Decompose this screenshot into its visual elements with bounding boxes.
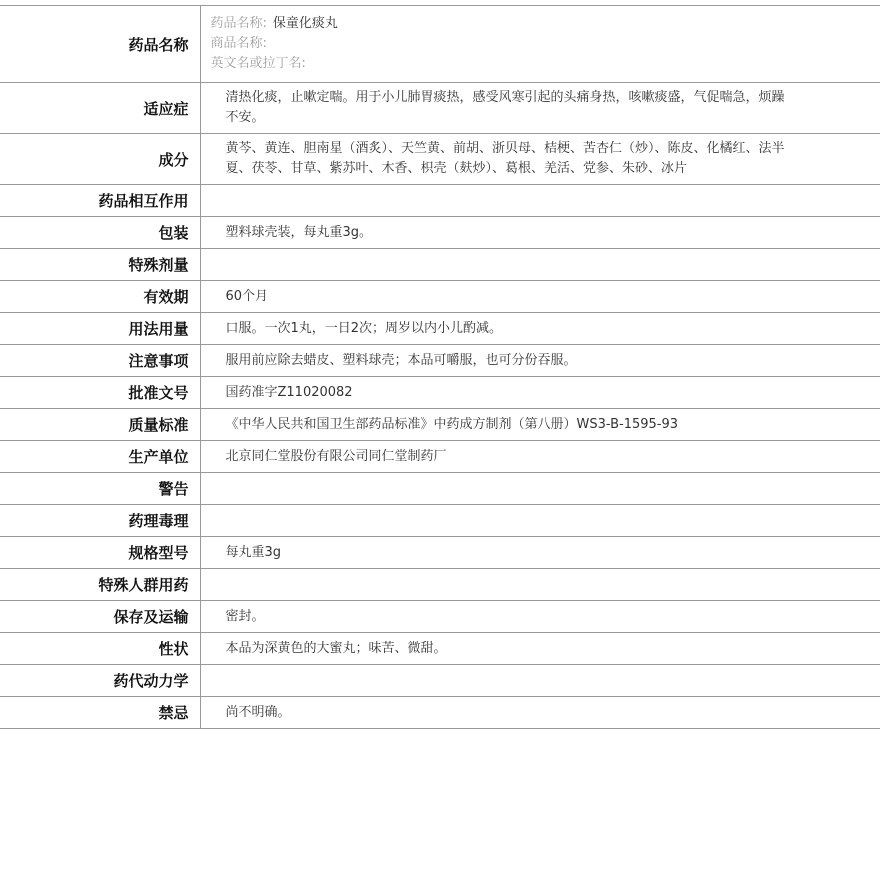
row-label-pharmacokinetics: 药代动力学 [0, 665, 200, 697]
row-special-populations [0, 569, 880, 601]
row-usage-dosage [0, 313, 880, 345]
row-precautions [0, 345, 880, 377]
row-shelf-life [0, 281, 880, 313]
row-value-special-populations [200, 569, 880, 601]
row-value-description: 本品为深黄色的大蜜丸；味苦、微甜。 [225, 640, 447, 656]
row-label-pharmacology: 药理毒理 [0, 505, 200, 537]
row-label-special-dosage: 特殊剂量 [0, 249, 200, 281]
row-label-specification: 规格型号 [0, 537, 200, 569]
row-pharmacokinetics [0, 665, 880, 697]
trade-name-line [211, 34, 880, 54]
row-storage [0, 601, 880, 633]
row-value-packaging: 塑料球壳装，每丸重3g。 [225, 224, 373, 240]
row-value-precautions: 服用前应除去蜡皮、塑料球壳；本品可嚼服，也可分份吞服。 [225, 352, 577, 368]
row-label-precautions: 注意事项 [0, 345, 200, 377]
row-value-pharmacology [200, 505, 880, 537]
row-value-usage-dosage: 口服。一次1丸，一日2次；周岁以内小儿酌减。 [225, 320, 503, 336]
row-description [0, 633, 880, 665]
row-value-specification: 每丸重3g [225, 544, 282, 560]
row-quality-standard [0, 409, 880, 441]
row-label-warning: 警告 [0, 473, 200, 505]
row-value-ingredients: 黄芩、黄连、胆南星（酒炙）、天竺黄、前胡、浙贝母、桔梗、苦杏仁（炒）、陈皮、化橘红、法半夏、茯苓、甘草、紫苏叶、木香、枳壳（麸炒）、葛根、羌活、党参、朱砂、冰片 [225, 141, 785, 176]
row-value-pharmacokinetics [200, 665, 880, 697]
row-value-warning [200, 473, 880, 505]
row-value-approval-number: 国药准字Z11020082 [225, 384, 353, 400]
row-value-special-dosage [200, 249, 880, 281]
row-label-manufacturer: 生产单位 [0, 441, 200, 473]
row-label-ingredients: 成分 [0, 134, 200, 185]
row-value-interactions [200, 185, 880, 217]
row-drug-name [0, 6, 880, 83]
row-label-interactions: 药品相互作用 [0, 185, 200, 217]
row-value-storage: 密封。 [225, 608, 265, 624]
trade-name-label: 商品名称: [210, 36, 267, 51]
row-value-contraindications: 尚不明确。 [225, 704, 291, 720]
row-label-packaging: 包装 [0, 217, 200, 249]
generic-name-label: 药品名称: [210, 16, 267, 31]
row-value-shelf-life: 60个月 [225, 288, 269, 304]
row-contraindications [0, 697, 880, 729]
row-label-drug-name: 药品名称 [0, 6, 200, 83]
row-value-quality-standard: 《中华人民共和国卫生部药品标准》中药成方制剂（第八册）WS3-B-1595-93 [225, 416, 679, 432]
row-label-usage-dosage: 用法用量 [0, 313, 200, 345]
generic-name-line [211, 14, 880, 34]
row-special-dosage [0, 249, 880, 281]
row-interactions [0, 185, 880, 217]
row-specification [0, 537, 880, 569]
row-label-shelf-life: 有效期 [0, 281, 200, 313]
english-name-line [211, 54, 880, 74]
generic-name-value: 保童化痰丸 [272, 16, 338, 31]
row-ingredients [0, 134, 880, 185]
row-label-approval-number: 批准文号 [0, 377, 200, 409]
row-approval-number [0, 377, 880, 409]
row-label-contraindications: 禁忌 [0, 697, 200, 729]
row-label-quality-standard: 质量标准 [0, 409, 200, 441]
row-label-storage: 保存及运输 [0, 601, 200, 633]
english-name-label: 英文名或拉丁名: [210, 56, 306, 71]
row-label-special-populations: 特殊人群用药 [0, 569, 200, 601]
row-label-indications: 适应症 [0, 83, 200, 134]
row-warning [0, 473, 880, 505]
row-pharmacology [0, 505, 880, 537]
row-label-description: 性状 [0, 633, 200, 665]
row-value-indications: 清热化痰，止嗽定喘。用于小儿肺胃痰热，感受风寒引起的头痛身热，咳嗽痰盛，气促喘急，烦躁不安。 [225, 90, 785, 125]
drug-name-cell [200, 6, 880, 83]
row-value-manufacturer: 北京同仁堂股份有限公司同仁堂制药厂 [225, 448, 447, 464]
row-packaging [0, 217, 880, 249]
drug-info-table [0, 5, 880, 729]
row-indications [0, 83, 880, 134]
row-manufacturer [0, 441, 880, 473]
